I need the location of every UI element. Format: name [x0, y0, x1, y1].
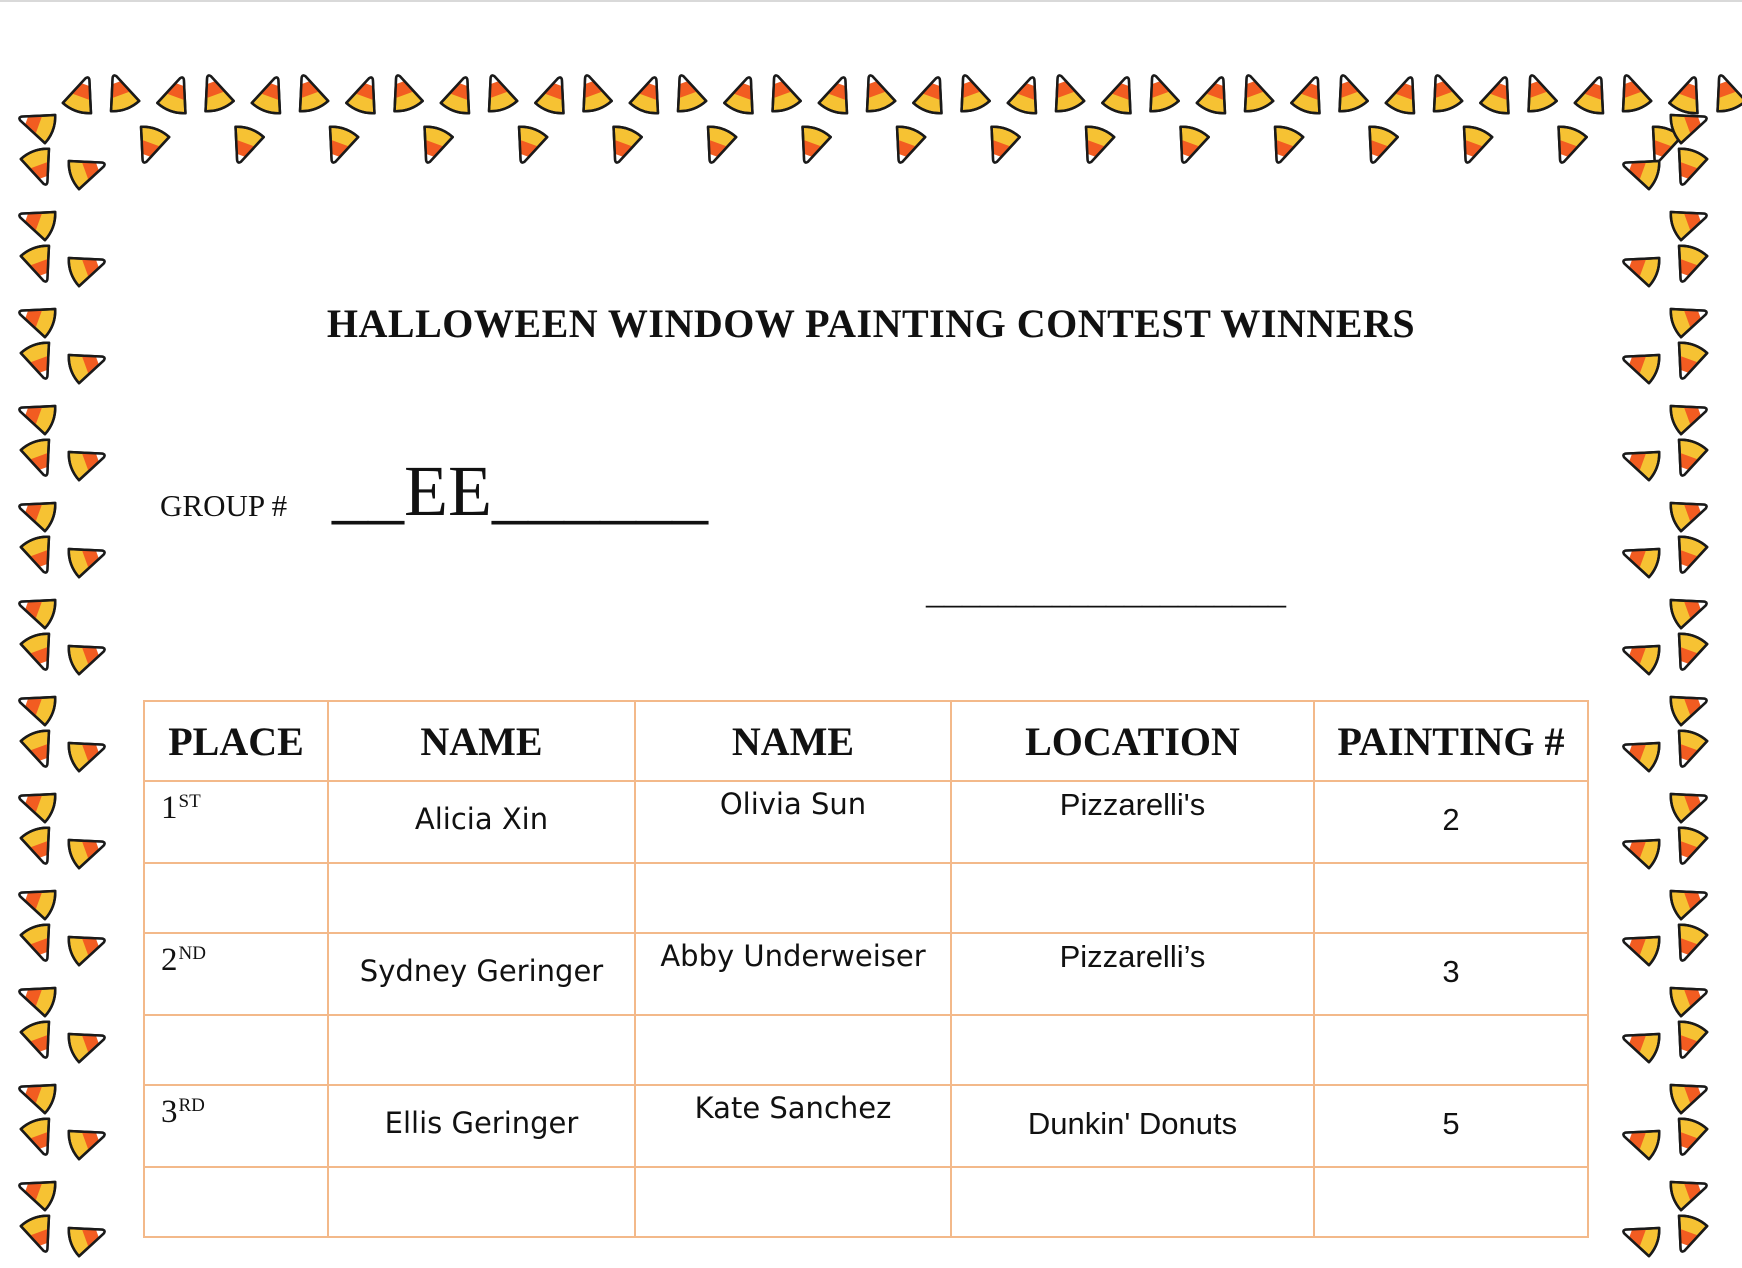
candy-corn-icon [1290, 72, 1330, 116]
candy-corn-icon [20, 728, 60, 772]
location-cell [951, 1085, 1314, 1167]
location-cell [951, 933, 1314, 1015]
candy-corn-icon [1196, 72, 1236, 116]
candy-corn-icon [413, 124, 453, 168]
candy-corn-icon [1668, 825, 1708, 869]
candy-corn-icon [1479, 72, 1519, 116]
candy-corn-icon [20, 146, 60, 190]
table-row [144, 781, 1588, 863]
candy-corn-icon [1668, 395, 1712, 435]
candy-corn-icon [1612, 70, 1652, 114]
candy-corn-icon [1385, 72, 1425, 116]
candy-corn-icon [856, 70, 896, 114]
candy-corn-icon [62, 72, 102, 116]
candy-corn-icon [1668, 631, 1708, 675]
candy-corn-icon [194, 70, 234, 114]
candy-corn-icon [534, 72, 574, 116]
candy-corn-icon [14, 880, 58, 920]
candy-corn-icon [345, 72, 385, 116]
candy-corn-icon [1075, 124, 1115, 168]
name-cell [328, 781, 635, 863]
candy-corn-icon [14, 1171, 58, 1211]
candy-corn-icon [950, 70, 990, 114]
candy-corn-icon [723, 72, 763, 116]
candy-corn-icon [20, 1213, 60, 1257]
candy-corn-icon [14, 1074, 58, 1114]
candy-corn-icon [1618, 829, 1662, 869]
candy-corn-icon [818, 72, 858, 116]
painting-cell [1314, 1085, 1588, 1167]
candy-corn-icon [886, 124, 926, 168]
candy-corn-icon [20, 437, 60, 481]
group-value: __EE______ [332, 451, 708, 531]
candy-corn-icon [66, 732, 110, 772]
candy-corn-icon [14, 492, 58, 532]
header-name: NAME [328, 701, 635, 781]
place-suffix: ND [178, 943, 206, 964]
student-name: Ellis Geringer [384, 1106, 579, 1140]
candy-corn-icon [1618, 344, 1662, 384]
candy-corn-icon [1453, 124, 1493, 168]
candy-corn-icon [1668, 880, 1712, 920]
candy-corn-icon [1423, 70, 1463, 114]
candy-corn-icon [14, 686, 58, 726]
candy-corn-icon [66, 1217, 110, 1257]
location-text: Pizzarelli's [1059, 787, 1206, 822]
candy-corn-icon [791, 124, 831, 168]
candy-corn-icon [912, 72, 952, 116]
place-suffix: ST [178, 791, 201, 812]
candy-corn-icon [1668, 1019, 1708, 1063]
candy-corn-icon [20, 243, 60, 287]
candy-corn-icon [1618, 247, 1662, 287]
candy-corn-icon [14, 783, 58, 823]
place-suffix: RD [178, 1095, 205, 1116]
candy-corn-icon [100, 70, 140, 114]
signature-line: ____________________ [926, 571, 1286, 611]
table-header-row [144, 701, 1588, 781]
place-number: 2 [161, 942, 178, 978]
candy-corn-icon [440, 72, 480, 116]
candy-corn-icon [14, 395, 58, 435]
table-row-empty [144, 1015, 1588, 1085]
candy-corn-icon [319, 124, 359, 168]
candy-corn-icon [289, 70, 329, 114]
candy-corn-icon [20, 1116, 60, 1160]
painting-number: 2 [1442, 802, 1460, 837]
candy-corn-icon [156, 72, 196, 116]
painting-cell [1314, 933, 1588, 1015]
candy-corn-icon [1618, 732, 1662, 772]
candy-corn-icon [1007, 72, 1047, 116]
candy-corn-icon [1234, 70, 1274, 114]
group-label: GROUP # [160, 488, 288, 523]
candy-corn-icon [761, 70, 801, 114]
candy-corn-icon [1668, 589, 1712, 629]
candy-corn-icon [1668, 243, 1708, 287]
candy-corn-icon [1668, 1171, 1712, 1211]
candy-corn-icon [667, 70, 707, 114]
location-text: Dunkin' Donuts [1027, 1106, 1238, 1141]
candy-corn-icon [1668, 783, 1712, 823]
candy-corn-icon [602, 124, 642, 168]
candy-corn-icon [14, 977, 58, 1017]
location-text: Pizzarelli’s [1059, 939, 1206, 974]
table-row-empty [144, 1167, 1588, 1237]
painting-cell [1314, 781, 1588, 863]
candy-corn-icon [1328, 70, 1368, 114]
candy-corn-icon [14, 589, 58, 629]
candy-corn-icon [1668, 728, 1708, 772]
candy-corn-icon [130, 124, 170, 168]
candy-corn-icon [1618, 635, 1662, 675]
candy-corn-icon [1618, 538, 1662, 578]
table-row [144, 933, 1588, 1015]
candy-corn-icon [1706, 70, 1742, 114]
candy-corn-icon [980, 124, 1020, 168]
candy-corn-icon [1547, 124, 1587, 168]
candy-corn-icon [20, 825, 60, 869]
candy-corn-icon [1668, 1213, 1708, 1257]
candy-corn-icon [20, 534, 60, 578]
student-name: Abby Underweiser [660, 939, 926, 973]
header-location: LOCATION [951, 701, 1314, 781]
header-place: PLACE [144, 701, 328, 781]
candy-corn-icon [66, 829, 110, 869]
location-cell [951, 781, 1314, 863]
candy-corn-icon [1668, 686, 1712, 726]
candy-corn-icon [1668, 201, 1712, 241]
candy-corn-icon [1668, 437, 1708, 481]
candy-corn-icon [66, 344, 110, 384]
candy-corn-icon [1618, 1120, 1662, 1160]
student-name: Alicia Xin [414, 802, 549, 836]
candy-corn-icon [383, 70, 423, 114]
name-cell [328, 1085, 635, 1167]
candy-corn-icon [1045, 70, 1085, 114]
candy-corn-icon [1668, 1074, 1712, 1114]
candy-corn-icon [1139, 70, 1179, 114]
place-cell [144, 1085, 328, 1167]
candy-corn-icon [1668, 977, 1712, 1017]
place-number: 1 [161, 790, 178, 826]
candy-corn-icon [66, 247, 110, 287]
student-name: Kate Sanchez [694, 1091, 892, 1125]
student-name: Olivia Sun [719, 787, 867, 821]
candy-corn-icon [1358, 124, 1398, 168]
name-cell [635, 781, 951, 863]
candy-corn-icon [478, 70, 518, 114]
candy-corn-icon [20, 922, 60, 966]
candy-corn-icon [14, 201, 58, 241]
candy-corn-icon [66, 926, 110, 966]
page-title: HALLOWEEN WINDOW PAINTING CONTEST WINNERS [326, 301, 1416, 346]
candy-corn-icon [1668, 72, 1708, 116]
candy-corn-icon [1574, 72, 1614, 116]
candy-corn-icon [1618, 1217, 1662, 1257]
candy-corn-icon [1668, 1116, 1708, 1160]
painting-number: 3 [1442, 954, 1460, 989]
candy-corn-icon [1169, 124, 1209, 168]
candy-corn-icon [66, 441, 110, 481]
candy-corn-icon [1618, 926, 1662, 966]
candy-corn-icon [20, 1019, 60, 1063]
place-cell [144, 933, 328, 1015]
candy-corn-icon [14, 104, 58, 144]
table-row-empty [144, 863, 1588, 933]
candy-corn-icon [1668, 492, 1712, 532]
candy-corn-icon [1668, 534, 1708, 578]
student-name: Sydney Geringer [359, 954, 604, 988]
place-cell [144, 781, 328, 863]
candy-corn-icon [1101, 72, 1141, 116]
candy-corn-icon [66, 538, 110, 578]
candy-corn-icon [1668, 146, 1708, 190]
candy-corn-icon [251, 72, 291, 116]
candy-corn-icon [572, 70, 612, 114]
candy-corn-icon [66, 1120, 110, 1160]
painting-number: 5 [1442, 1106, 1460, 1141]
place-number: 3 [161, 1094, 178, 1130]
candy-corn-icon [508, 124, 548, 168]
table-row [144, 1085, 1588, 1167]
candy-corn-icon [697, 124, 737, 168]
candy-corn-icon [1618, 1023, 1662, 1063]
header-name-2: NAME [635, 701, 951, 781]
candy-corn-icon [1618, 441, 1662, 481]
candy-corn-icon [1517, 70, 1557, 114]
name-cell [328, 933, 635, 1015]
header-painting-number: PAINTING # [1314, 701, 1588, 781]
candy-corn-icon [1668, 922, 1708, 966]
candy-corn-icon [629, 72, 669, 116]
winners-table [143, 700, 1589, 1238]
candy-corn-icon [66, 635, 110, 675]
name-cell [635, 1085, 951, 1167]
candy-corn-icon [20, 631, 60, 675]
candy-corn-icon [1264, 124, 1304, 168]
candy-corn-icon [66, 150, 110, 190]
name-cell [635, 933, 951, 1015]
candy-corn-icon [224, 124, 264, 168]
candy-corn-icon [66, 1023, 110, 1063]
